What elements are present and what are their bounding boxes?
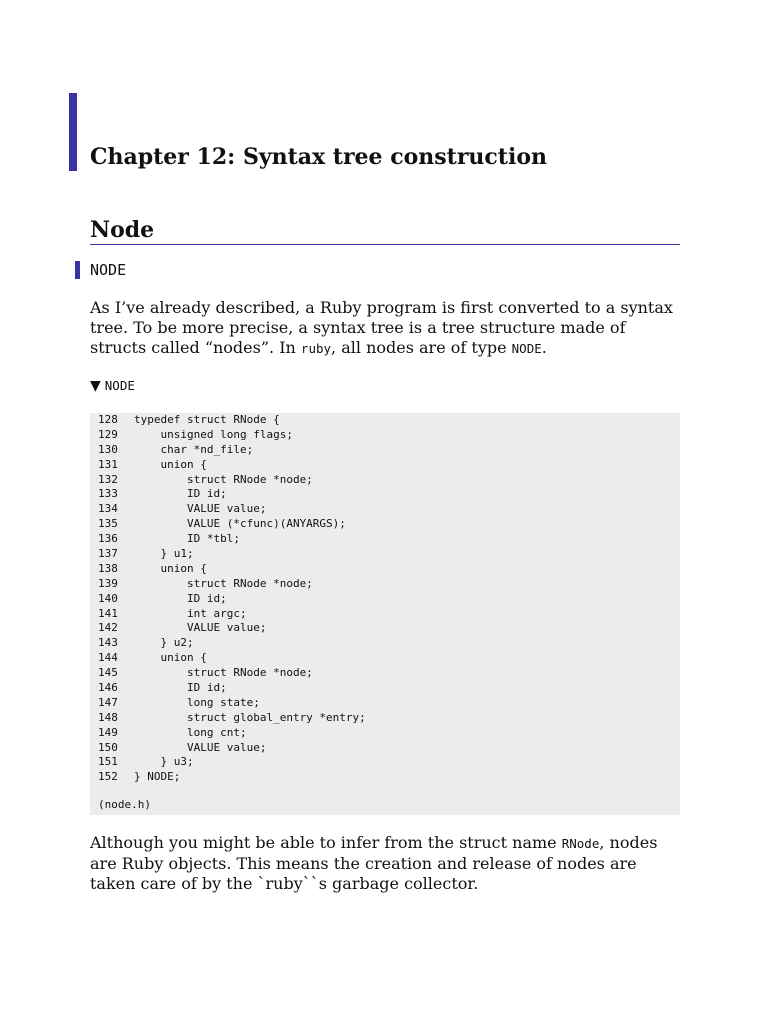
line-code: VALUE value; <box>134 502 267 516</box>
line-number: 128 <box>98 413 118 426</box>
code-line <box>98 413 672 428</box>
line-code: } NODE; <box>134 770 181 784</box>
line-code: ID *tbl; <box>134 532 240 546</box>
line-code: union { <box>134 561 207 575</box>
line-code: struct RNode *node; <box>134 576 313 590</box>
line-number: 152 <box>98 770 118 784</box>
code-line <box>98 711 672 726</box>
code-source-file: (node.h) <box>98 798 151 811</box>
line-number: 149 <box>98 725 118 739</box>
section-title: Node <box>90 217 155 243</box>
line-number: 129 <box>98 427 118 441</box>
inline-code-rnode: RNode <box>561 836 600 851</box>
line-number: 147 <box>98 695 118 709</box>
code-line <box>98 651 672 666</box>
line-number: 135 <box>98 517 118 531</box>
line-code: } u2; <box>134 636 194 650</box>
line-code: long state; <box>134 695 260 709</box>
code-line <box>98 487 672 502</box>
chapter-title: Chapter 12: Syntax tree construction <box>90 144 547 170</box>
line-number: 143 <box>98 636 118 650</box>
line-number: 145 <box>98 666 118 680</box>
line-code: char *nd_file; <box>134 442 254 456</box>
line-code: int argc; <box>134 606 247 620</box>
code-line <box>98 666 672 681</box>
closing-paragraph <box>90 833 680 894</box>
listing-caption <box>90 376 135 397</box>
intro-text-c: . <box>541 338 547 357</box>
code-line <box>98 502 672 517</box>
line-number: 150 <box>98 740 118 754</box>
code-line <box>98 636 672 651</box>
line-code: union { <box>134 457 207 471</box>
triangle-down-icon: ▼ <box>90 378 101 394</box>
code-line <box>98 517 672 532</box>
code-line <box>98 547 672 562</box>
line-code: ID id; <box>134 591 227 605</box>
line-number: 142 <box>98 621 118 635</box>
line-code: struct global_entry *entry; <box>134 710 366 724</box>
line-number: 146 <box>98 681 118 695</box>
code-line <box>98 741 672 756</box>
code-line <box>98 607 672 622</box>
inline-code-node: NODE <box>511 341 542 356</box>
code-line <box>98 755 672 770</box>
line-code: struct RNode *node; <box>134 666 313 680</box>
line-code: typedef struct RNode { <box>134 413 280 426</box>
code-line <box>98 428 672 443</box>
line-code: struct RNode *node; <box>134 472 313 486</box>
code-line <box>98 562 672 577</box>
line-number: 138 <box>98 561 118 575</box>
section-divider <box>90 244 680 245</box>
line-number: 140 <box>98 591 118 605</box>
chapter-accent-bar <box>69 93 77 171</box>
intro-paragraph <box>90 298 680 359</box>
code-line <box>98 443 672 458</box>
subsection-title: NODE <box>90 261 127 279</box>
line-number: 132 <box>98 472 118 486</box>
code-lines <box>98 413 672 785</box>
code-line <box>98 726 672 741</box>
line-code: union { <box>134 651 207 665</box>
line-code: VALUE value; <box>134 740 267 754</box>
line-code: VALUE value; <box>134 621 267 635</box>
code-line <box>98 770 672 785</box>
inline-code-ruby: ruby <box>300 341 332 356</box>
line-number: 133 <box>98 487 118 501</box>
line-number: 134 <box>98 502 118 516</box>
line-number: 139 <box>98 576 118 590</box>
line-code: ID id; <box>134 681 227 695</box>
code-line <box>98 681 672 696</box>
line-number: 144 <box>98 651 118 665</box>
intro-text-a: As I’ve already described, a Ruby program is first converted to a syntax tree. To be more precise, a syntax tree is a tree structure made of structs called “nodes”. In <box>90 298 673 357</box>
closing-text-b: , nodes are Ruby objects. This means the creation and release of nodes are taken care of by the `ruby``s garbage collector. <box>90 833 658 893</box>
line-number: 136 <box>98 532 118 546</box>
subsection-accent-bar <box>75 261 80 279</box>
line-number: 137 <box>98 547 118 561</box>
line-number: 148 <box>98 710 118 724</box>
code-line <box>98 458 672 473</box>
code-listing <box>90 413 680 815</box>
line-number: 131 <box>98 457 118 471</box>
line-code: ID id; <box>134 487 227 501</box>
intro-text-b: , all nodes are of type <box>331 338 512 357</box>
code-line <box>98 532 672 547</box>
closing-text-a: Although you might be able to infer from the struct name <box>90 833 562 852</box>
code-line <box>98 621 672 636</box>
code-line <box>98 592 672 607</box>
line-number: 151 <box>98 755 118 769</box>
line-code: VALUE (*cfunc)(ANYARGS); <box>134 517 346 531</box>
line-code: } u1; <box>134 547 194 561</box>
line-code: unsigned long flags; <box>134 427 293 441</box>
line-code: } u3; <box>134 755 194 769</box>
code-line <box>98 696 672 711</box>
line-code: long cnt; <box>134 725 247 739</box>
line-number: 141 <box>98 606 118 620</box>
line-number: 130 <box>98 442 118 456</box>
code-line <box>98 473 672 488</box>
listing-caption-label: NODE <box>104 378 135 393</box>
code-line <box>98 577 672 592</box>
